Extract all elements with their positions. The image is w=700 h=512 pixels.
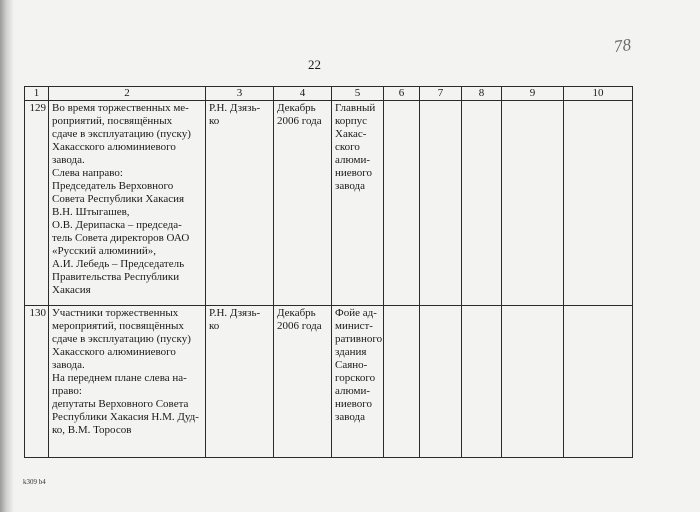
place-line: Главный: [335, 101, 376, 114]
col-header-10: 10: [564, 87, 633, 101]
description-line: Совета Республики Хакасия: [52, 192, 185, 205]
place-line: Фойе ад-: [335, 306, 377, 319]
place-line: алюми-: [335, 384, 371, 397]
row-number: 129: [25, 100, 49, 305]
description-line: Хакасского алюминиевого: [52, 345, 176, 358]
col-header-2: 2: [49, 87, 206, 101]
description-line: «Русский алюминий»,: [52, 244, 157, 257]
author-line: ко: [209, 319, 220, 332]
place-line: Хакас-: [335, 127, 367, 140]
place-line: ского: [335, 140, 360, 153]
description-line: роприятий, посвящённых: [52, 114, 173, 127]
header-row: [25, 87, 633, 101]
empty-cell: [462, 305, 502, 457]
col-header-3: 3: [206, 87, 274, 101]
place-line: корпус: [335, 114, 368, 127]
page-number: 22: [308, 57, 321, 72]
col-header-6: 6: [384, 87, 420, 101]
description-line: В.Н. Штыгашев,: [52, 205, 130, 218]
description-line: А.И. Лебедь – Председатель: [52, 257, 185, 270]
place-line: минист-: [335, 319, 373, 332]
row-number: 130: [25, 305, 49, 457]
place-line: ративного: [335, 332, 383, 345]
photo-date: [274, 100, 332, 305]
empty-cell: [564, 100, 633, 305]
place-line: завода: [335, 179, 366, 192]
col-header-1: 1: [25, 87, 49, 101]
photo-description: [49, 100, 206, 305]
description-line: сдаче в эксплуатацию (пуску): [52, 332, 191, 345]
description-line: Председатель Верховного: [52, 179, 174, 192]
col-header-5: 5: [332, 87, 384, 101]
empty-cell: [420, 100, 462, 305]
author-line: Р.Н. Дзязь-: [209, 101, 261, 114]
description-line: Хакасия: [52, 283, 91, 296]
date-line: 2006 года: [277, 114, 322, 127]
author-line: Р.Н. Дзязь-: [209, 306, 261, 319]
description-line: Во время торжественных ме-: [52, 101, 189, 114]
table-row: [25, 100, 633, 305]
description-line: Слева направо:: [52, 166, 123, 179]
description-line: Правительства Республики: [52, 270, 180, 283]
description-line: завода.: [52, 153, 85, 166]
table-row: [25, 305, 633, 457]
place-line: здания: [335, 345, 367, 358]
description-line: мероприятий, посвящённых: [52, 319, 184, 332]
empty-cell: [462, 100, 502, 305]
scan-edge-shadow: [0, 0, 14, 512]
place-line: горского: [335, 371, 376, 384]
author-line: ко: [209, 114, 220, 127]
description-line: право:: [52, 384, 82, 397]
empty-cell: [564, 305, 633, 457]
empty-cell: [384, 100, 420, 305]
handwritten-page-number: 78: [612, 34, 633, 57]
description-line: сдаче в эксплуатацию (пуску): [52, 127, 191, 140]
empty-cell: [502, 100, 564, 305]
photo-place: [332, 305, 384, 457]
col-header-4: 4: [274, 87, 332, 101]
photo-author: [206, 305, 274, 457]
place-line: алюми-: [335, 153, 371, 166]
place-line: Саяно-: [335, 358, 368, 371]
photo-date: [274, 305, 332, 457]
col-header-8: 8: [462, 87, 502, 101]
date-line: 2006 года: [277, 319, 322, 332]
date-line: Декабрь: [277, 306, 316, 319]
description-line: тель Совета директоров ОАО: [52, 231, 190, 244]
description-line: Республики Хакасия Н.М. Дуд-: [52, 410, 199, 423]
footer-code: k309 b4: [23, 478, 46, 486]
place-line: завода: [335, 410, 366, 423]
description-line: завода.: [52, 358, 85, 371]
description-line: На переднем плане слева на-: [52, 371, 187, 384]
description-line: ко, В.М. Торосов: [52, 423, 132, 436]
photo-description: [49, 305, 206, 457]
place-line: ниевого: [335, 166, 373, 179]
description-line: Участники торжественных: [52, 306, 179, 319]
col-header-7: 7: [420, 87, 462, 101]
description-line: депутаты Верховного Совета: [52, 397, 189, 410]
empty-cell: [502, 305, 564, 457]
date-line: Декабрь: [277, 101, 316, 114]
empty-cell: [420, 305, 462, 457]
description-line: Хакасского алюминиевого: [52, 140, 176, 153]
col-header-9: 9: [502, 87, 564, 101]
description-line: О.В. Дерипаска – председа-: [52, 218, 182, 231]
place-line: ниевого: [335, 397, 373, 410]
catalog-table: [24, 86, 633, 458]
photo-author: [206, 100, 274, 305]
empty-cell: [384, 305, 420, 457]
photo-place: [332, 100, 384, 305]
